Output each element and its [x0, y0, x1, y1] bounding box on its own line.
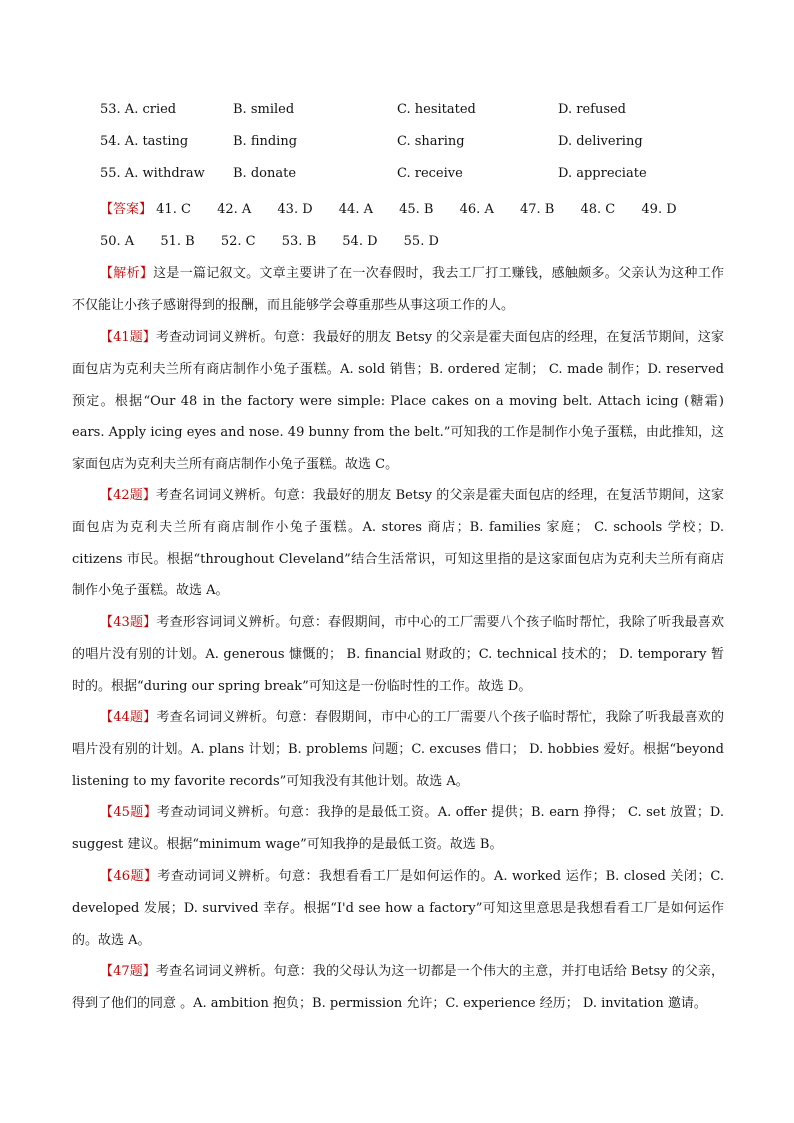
- paragraph-text: 这是一篇记叙文。文章主要讲了在一次春假时，我去工厂打工赚钱，感触颇多。父亲认为这种工作不仅能让小孩子感谢得到的报酬，而且能够学会尊重那些从事这项工作的人。: [72, 266, 724, 313]
- option-d: D. refused: [558, 102, 627, 117]
- paragraph-text: 考查动词词义辨析。句意：我最好的朋友 Betsy 的父亲是霍夫面包店的经理，在复活节期间，这家面包店为克利夫兰所有商店制作小兔子蛋糕。A. sold 销售；B. ordered 定制； C. made 制作；D. reserved 预定。根据“Our 48 in the factory were simple: Place cakes on a moving belt. Attach icing (糖霜) ears. Apply icing eyes and nose. 49 bunny from the belt.”可知我的工作是制作小兔子蛋糕，由此推知，这家面包店为克利夫兰所有商店制作小兔子蛋糕。故选 C。: [72, 330, 724, 473]
- answer-item: 47. B: [519, 202, 555, 217]
- question-45-explanation: [72, 797, 724, 861]
- answer-item: 49. D: [641, 202, 677, 217]
- answer-item: 54. D: [342, 234, 378, 249]
- answer-item: 52. C: [220, 234, 256, 249]
- paragraph-label: 【解析】: [100, 266, 154, 281]
- analysis-paragraph: [72, 258, 724, 322]
- option-a: 54. A. tasting: [100, 134, 189, 149]
- option-c: C. hesitated: [397, 102, 476, 117]
- option-b: B. donate: [233, 166, 297, 181]
- question-42-explanation: [72, 480, 724, 607]
- question-43-explanation: [72, 607, 724, 702]
- answer-item: 50. A: [100, 234, 135, 249]
- answer-item: 55. D: [403, 234, 439, 249]
- option-d: D. appreciate: [558, 166, 647, 181]
- paragraph-label: 【42题】: [100, 488, 156, 503]
- answer-item: 51. B: [160, 234, 195, 249]
- paragraph-text: 考查名词词义辨析。句意：我的父母认为这一切都是一个伟大的主意，并打电话给 Betsy 的父亲，得到了他们的同意 。A. ambition 抱负；B. permission 允许；C. experience 经历； D. invitation 邀请。: [72, 964, 724, 1011]
- option-d: D. delivering: [558, 134, 643, 149]
- paragraph-text: 考查动词词义辨析。句意：我挣的是最低工资。A. offer 提供；B. earn 挣得； C. set 放置；D. suggest 建议。根据“minimum wage”可知我挣的是最低工资。故选 B。: [72, 805, 725, 852]
- option-b: B. finding: [233, 134, 298, 149]
- option-c: C. sharing: [397, 134, 465, 149]
- answer-item: 43. D: [277, 202, 313, 217]
- option-c: C. receive: [397, 166, 463, 181]
- paragraph-text: 考查动词词义辨析。句意：我想看看工厂是如何运作的。A. worked 运作；B. closed 关闭；C. developed 发展；D. survived 幸存。根据“I'd see how a factory”可知这里意思是我想看看工厂是如何运作的。故选 A。: [72, 869, 724, 948]
- paragraph-text: 考查名词词义辨析。句意：我最好的朋友 Betsy 的父亲是霍夫面包店的经理，在复活节期间，这家面包店为克利夫兰所有商店制作小兔子蛋糕。A. stores 商店；B. families 家庭； C. schools 学校；D. citizens 市民。根据“throughout Cleveland”结合生活常识，可知这里指的是这家面包店为克利夫兰所有商店制作小兔子蛋糕。故选 A。: [72, 488, 724, 599]
- option-a: 55. A. withdraw: [100, 166, 205, 181]
- option-a: 53. A. cried: [100, 102, 177, 117]
- answer-item: 42. A: [217, 202, 252, 217]
- question-47-explanation: [72, 956, 724, 1020]
- answer-item: 48. C: [580, 202, 616, 217]
- answer-label: 【答案】: [100, 202, 153, 217]
- question-44-explanation: [72, 702, 724, 797]
- paragraph-label: 【41题】: [100, 330, 156, 345]
- paragraph-text: 考查名词词义辨析。句意：春假期间，市中心的工厂需要八个孩子临时帮忙，我除了听我最喜欢的唱片没有别的计划。A. plans 计划；B. problems 问题；C. excuses 借口； D. hobbies 爱好。根据“beyond listening to my favorite records”可知我没有其他计划。故选 A。: [72, 710, 724, 789]
- question-41-explanation: [72, 322, 724, 481]
- answer-item: 45. B: [399, 202, 434, 217]
- answer-item: 41. C: [156, 202, 191, 217]
- answer-item: 53. B: [281, 234, 317, 249]
- option-b: B. smiled: [233, 102, 295, 117]
- paragraph-label: 【46题】: [100, 869, 158, 884]
- paragraph-label: 【47题】: [100, 964, 156, 979]
- question-46-explanation: [72, 861, 724, 956]
- answer-item: 46. A: [459, 202, 494, 217]
- paragraph-text: 考查形容词词义辨析。句意：春假期间，市中心的工厂需要八个孩子临时帮忙，我除了听我最喜欢的唱片没有别的计划。A. generous 慷慨的； B. financial 财政的；C. technical 技术的； D. temporary 暂时的。根据“during our spring break”可知这是一份临时性的工作。故选 D。: [72, 615, 724, 694]
- paragraph-label: 【43题】: [100, 615, 157, 630]
- answer-key: [100, 194, 740, 258]
- paragraph-label: 【45题】: [100, 805, 158, 820]
- paragraph-label: 【44题】: [100, 710, 157, 725]
- answer-item: 44. A: [338, 202, 373, 217]
